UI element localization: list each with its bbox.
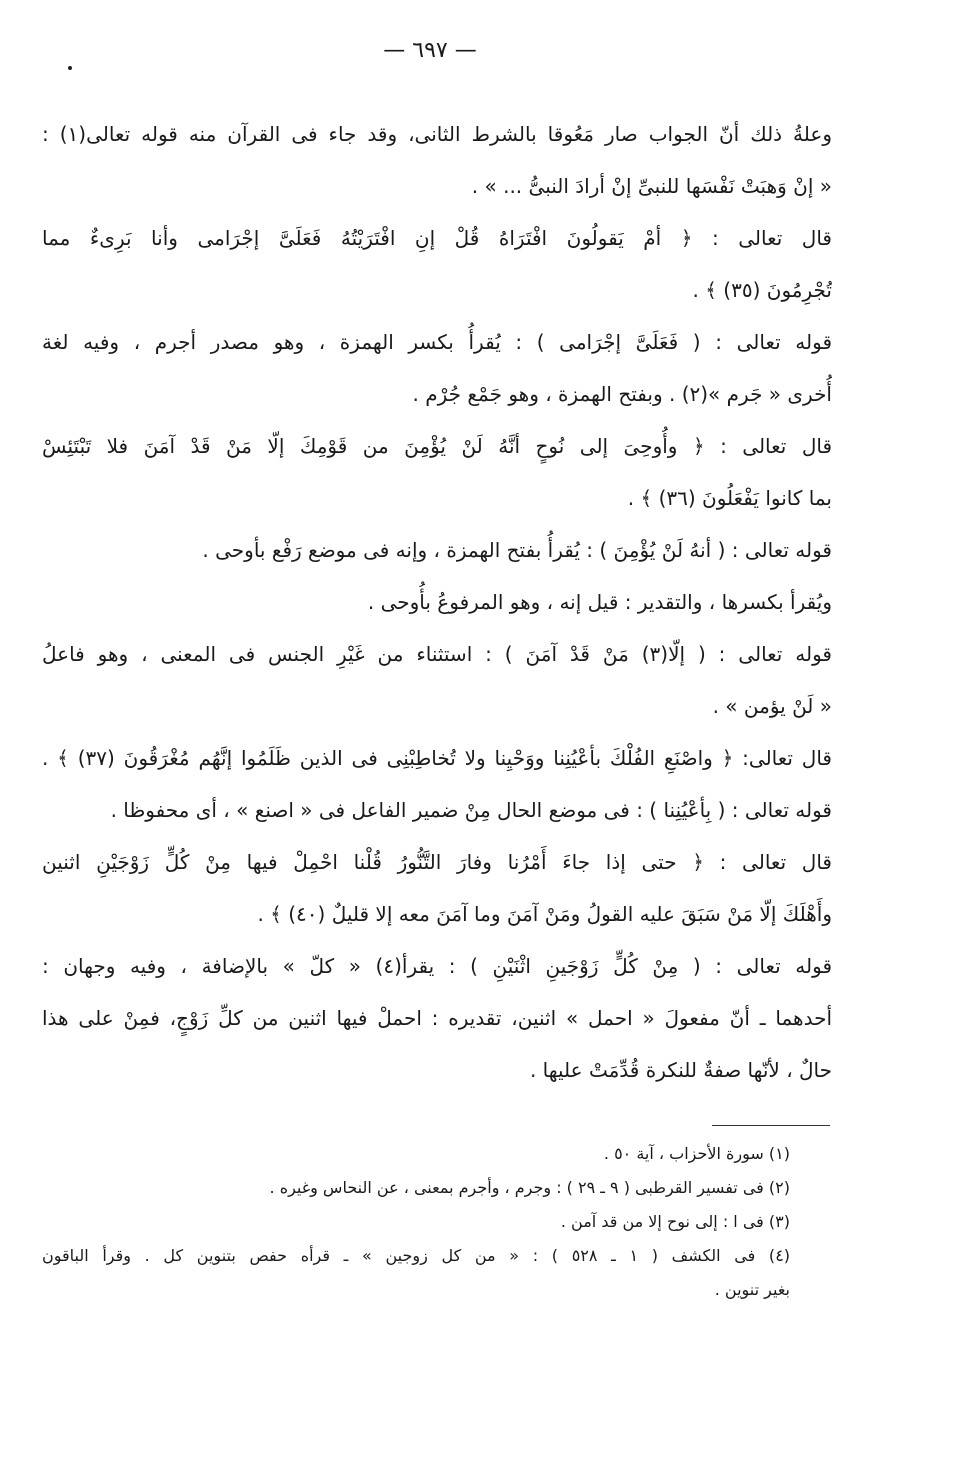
text-line: حالٌ ، لأنّها صفةٌ للنكرة قُدِّمَتْ عليها . <box>529 1058 832 1082</box>
text-line: « لَنْ يؤمن » . <box>712 694 832 718</box>
text-line: « إنْ وَهبَتْ نَفْسَها للنبىِّ إنْ أرادَ النبىُّ ... » . <box>471 174 832 198</box>
text-line: قوله تعالى : ( مِنْ كُلٍّ زَوْجَينِ اثْنَيْنِ ) : يقرأ(٤) « كلّ » بالإضافة ، وفيه وجهان : <box>42 954 832 978</box>
text-line: قال تعالى : ﴿ وأُوحِىَ إلى نُوحٍ أنَّهُ لَنْ يُؤْمِنَ من قَوْمِكَ إلّا مَنْ قَدْ آمَنَ فلا تَبْتَئِسْ <box>42 434 832 458</box>
ink-speck <box>68 66 72 70</box>
text-line: قوله تعالى : ( أنهُ لَنْ يُؤْمِنَ ) : يُقرأُ بفتح الهمزة ، وإنه فى موضع رَفْع بأوحى . <box>202 538 832 562</box>
footnote-3: (٣) فى ا : إلى نوح إلا من قد آمن . <box>560 1212 790 1231</box>
text-line: قوله تعالى : ( بِأعْيُنِنا ) : فى موضع الحال مِنْ ضمير الفاعل فى « اصنع » ، أى محفوظا . <box>110 798 832 822</box>
footnote-separator <box>712 1125 830 1126</box>
text-line: تُجْرِمُونَ (٣٥) ﴾ . <box>692 278 832 302</box>
footnote-4-continued: بغير تنوين . <box>714 1280 790 1299</box>
text-line: أحدهما ـ أنّ مفعولَ « احمل » اثنين، تقديره : احملْ فيها اثنين من كلِّ زَوْجٍ، فمِنْ على هذا <box>42 1006 832 1030</box>
footnote-1: (١) سورة الأحزاب ، آية ٥٠ . <box>603 1144 790 1163</box>
text-line: وأَهْلَكَ إلّا مَنْ سَبَقَ عليه القولُ ومَنْ آمَنَ وما آمَنَ معه إلا قليلٌ (٤٠) ﴾ . <box>257 902 832 926</box>
text-line: قال تعالى: ﴿ واصْنَعِ الفُلْكَ بأعْيُنِنا ووَحْيِنا ولا تُخاطِبْنِى فى الذين ظَلَمُوا إنَّهُم مُغْرَقُونَ (٣٧) ﴾ . <box>42 746 832 770</box>
text-line: أُخرى « جَرم »(٢) . وبفتح الهمزة ، وهو جَمْع جُرْم . <box>412 382 832 406</box>
text-line: ويُقرأ بكسرها ، والتقدير : قيل إنه ، وهو المرفوعُ بأُوحى . <box>367 590 832 614</box>
main-text <box>42 108 832 1096</box>
footnote-4: (٤) فى الكشف ( ١ ـ ٥٢٨ ) : « من كل زوجين » ـ قرأه حفص بتنوين كل . وقرأ الباقون <box>42 1246 790 1265</box>
text-line: بما كانوا يَفْعَلُونَ (٣٦) ﴾ . <box>627 486 832 510</box>
page-number: — ٦٩٧ — <box>383 38 477 63</box>
footnote-2: (٢) فى تفسير القرطبى ( ٩ ـ ٢٩ ) : وجرم ، وأجرم بمعنى ، عن النحاس وغيره . <box>269 1178 790 1197</box>
text-line: قال تعالى : ﴿ حتى إذا جاءَ أَمْرُنا وفارَ التَّنُّورُ قُلْنا احْمِلْ فيها مِنْ كُلٍّ زَوْجَيْنِ اثنين <box>42 850 832 874</box>
text-line: قال تعالى : ﴿ أمْ يَقولُونَ افْتَرَاهُ قُلْ إنِ افْتَرَيْتُهُ فَعَلَىَّ إجْرَامى وأنا بَرِىءٌ مما <box>42 226 832 250</box>
text-line: قوله تعالى : ( إلّا(٣) مَنْ قَدْ آمَنَ ) : استثناء من غَيْرِ الجنس فى المعنى ، وهو فاعلُ <box>42 642 832 666</box>
text-line: قوله تعالى : ( فَعَلَىَّ إجْرَامى ) : يُقرأُ بكسر الهمزة ، وهو مصدر أجرم ، وفيه لغة <box>42 330 832 354</box>
text-line: وعلةُ ذلك أنّ الجواب صار مَعُوقا بالشرط الثانى، وقد جاء فى القرآن منه قوله تعالى(١) : <box>42 122 832 146</box>
footnotes <box>42 1137 790 1307</box>
